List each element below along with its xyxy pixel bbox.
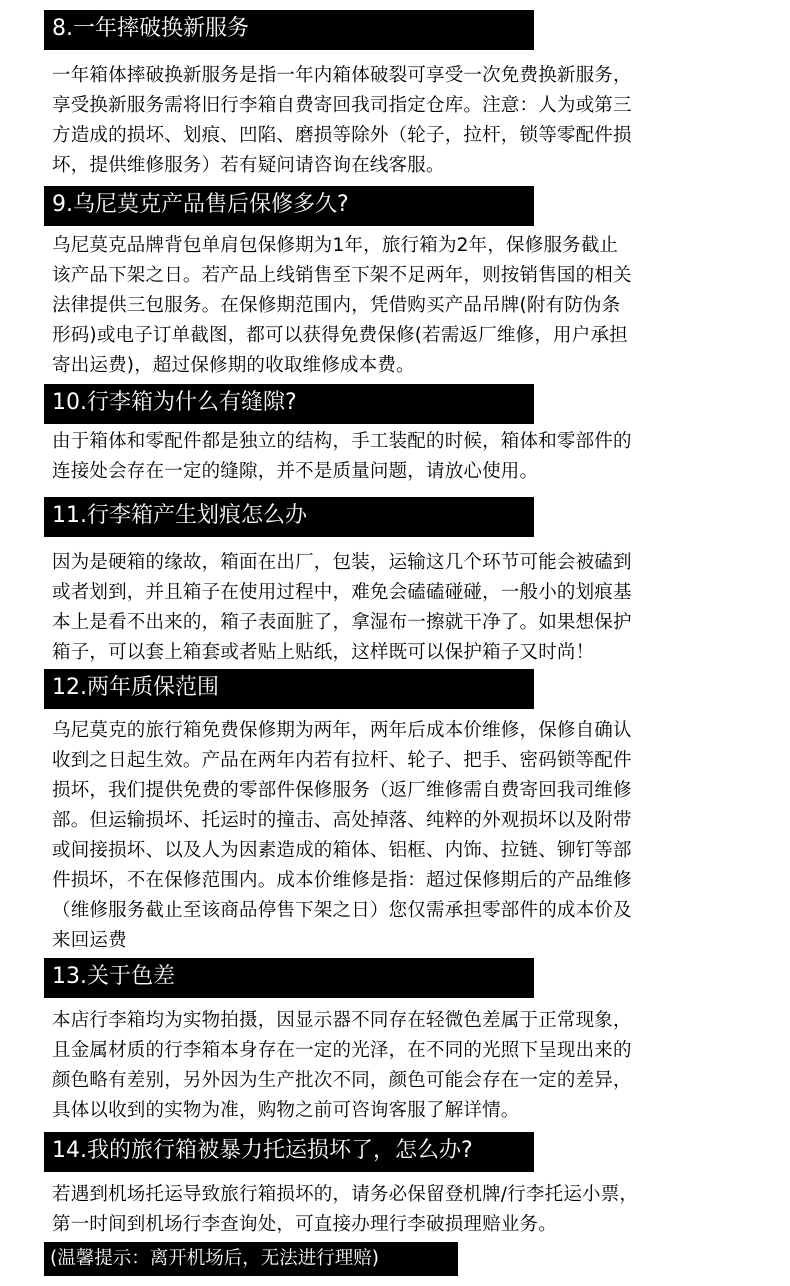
- text-line: 或间接损坏、以及人为因素造成的箱体、铝框、内饰、拉链、铆钉等部: [52, 840, 632, 861]
- section-10-title: 10.行李箱为什么有缝隙?: [44, 384, 534, 424]
- section-11-body: [52, 548, 732, 668]
- text-line: 且金属材质的行李箱本身存在一定的光泽，在不同的光照下呈现出来的: [52, 1040, 632, 1061]
- text-line: 本店行李箱均为实物拍摄，因显示器不同存在轻微色差属于正常现象，: [52, 1010, 632, 1031]
- section-8-body: [52, 61, 732, 181]
- section-12-title: 12.两年质保范围: [44, 669, 534, 709]
- text-line: 收到之日起生效。产品在两年内若有拉杆、轮子、把手、密码锁等配件: [52, 750, 632, 771]
- text-line: 件损坏，不在保修范围内。成本价维修是指：超过保修期后的产品维修: [52, 870, 632, 891]
- text-line: 一年箱体摔破换新服务是指一年内箱体破裂可享受一次免费换新服务，: [52, 65, 632, 86]
- text-line: 由于箱体和零配件都是独立的结构，手工装配的时候，箱体和零部件的: [52, 431, 632, 452]
- text-line: 损坏，我们提供免费的零部件保修服务（返厂维修需自费寄回我司维修: [52, 780, 632, 801]
- section-10-body: [52, 427, 732, 487]
- text-line: 具体以收到的实物为准，购物之前可咨询客服了解详情。: [52, 1100, 520, 1121]
- text-line: 第一时间到机场行李查询处，可直接办理行李破损理赔业务。: [52, 1214, 557, 1235]
- text-line: 乌尼莫克品牌背包单肩包保修期为1年，旅行箱为2年，保修服务截止: [52, 235, 619, 256]
- section-9-title: 9.乌尼莫克产品售后保修多久?: [44, 186, 534, 226]
- airport-claim-note: (温馨提示：离开机场后，无法进行理赔): [44, 1242, 458, 1276]
- text-line: 部。但运输损坏、托运时的撞击、高处掉落、纯粹的外观损坏以及附带: [52, 810, 632, 831]
- section-13-title: 13.关于色差: [44, 958, 534, 998]
- section-11-title: 11.行李箱产生划痕怎么办: [44, 497, 534, 537]
- section-13-body: [52, 1006, 732, 1126]
- section-8-title: 8.一年摔破换新服务: [44, 10, 534, 50]
- text-line: 享受换新服务需将旧行李箱自费寄回我司指定仓库。注意：人为或第三: [52, 95, 632, 116]
- text-line: 若遇到机场托运导致旅行箱损坏的，请务必保留登机牌/行李托运小票，: [52, 1184, 639, 1205]
- text-line: 寄出运费)，超过保修期的收取维修成本费。: [52, 355, 415, 376]
- section-9-body: [52, 231, 732, 381]
- section-14-title: 14.我的旅行箱被暴力托运损坏了，怎么办?: [44, 1132, 534, 1172]
- text-line: 本上是看不出来的，箱子表面脏了，拿湿布一擦就干净了。如果想保护: [52, 612, 632, 633]
- text-line: 方造成的损坏、划痕、凹陷、磨损等除外（轮子，拉杆，锁等零配件损: [52, 125, 632, 146]
- text-line: 或者划到，并且箱子在使用过程中，难免会磕磕碰碰，一般小的划痕基: [52, 582, 632, 603]
- text-line: 连接处会存在一定的缝隙，并不是质量问题，请放心使用。: [52, 461, 539, 482]
- text-line: 形码)或电子订单截图，都可以获得免费保修(若需返厂维修，用户承担: [52, 325, 628, 346]
- text-line: 坏，提供维修服务）若有疑问请咨询在线客服。: [52, 155, 445, 176]
- section-14-body: [52, 1180, 732, 1240]
- text-line: 法律提供三包服务。在保修期范围内，凭借购买产品吊牌(附有防伪条: [52, 295, 621, 316]
- section-12-body: [52, 716, 732, 956]
- text-line: （维修服务截止至该商品停售下架之日）您仅需承担零部件的成本价及: [52, 900, 632, 921]
- text-line: 乌尼莫克的旅行箱免费保修期为两年，两年后成本价维修，保修自确认: [52, 720, 632, 741]
- text-line: 该产品下架之日。若产品上线销售至下架不足两年，则按销售国的相关: [52, 265, 632, 286]
- text-line: 颜色略有差别，另外因为生产批次不同，颜色可能会存在一定的差异，: [52, 1070, 632, 1091]
- text-line: 箱子，可以套上箱套或者贴上贴纸，这样既可以保护箱子又时尚！: [52, 642, 595, 663]
- text-line: 来回运费: [52, 930, 127, 951]
- text-line: 因为是硬箱的缘故，箱面在出厂，包装，运输这几个环节可能会被磕到: [52, 552, 632, 573]
